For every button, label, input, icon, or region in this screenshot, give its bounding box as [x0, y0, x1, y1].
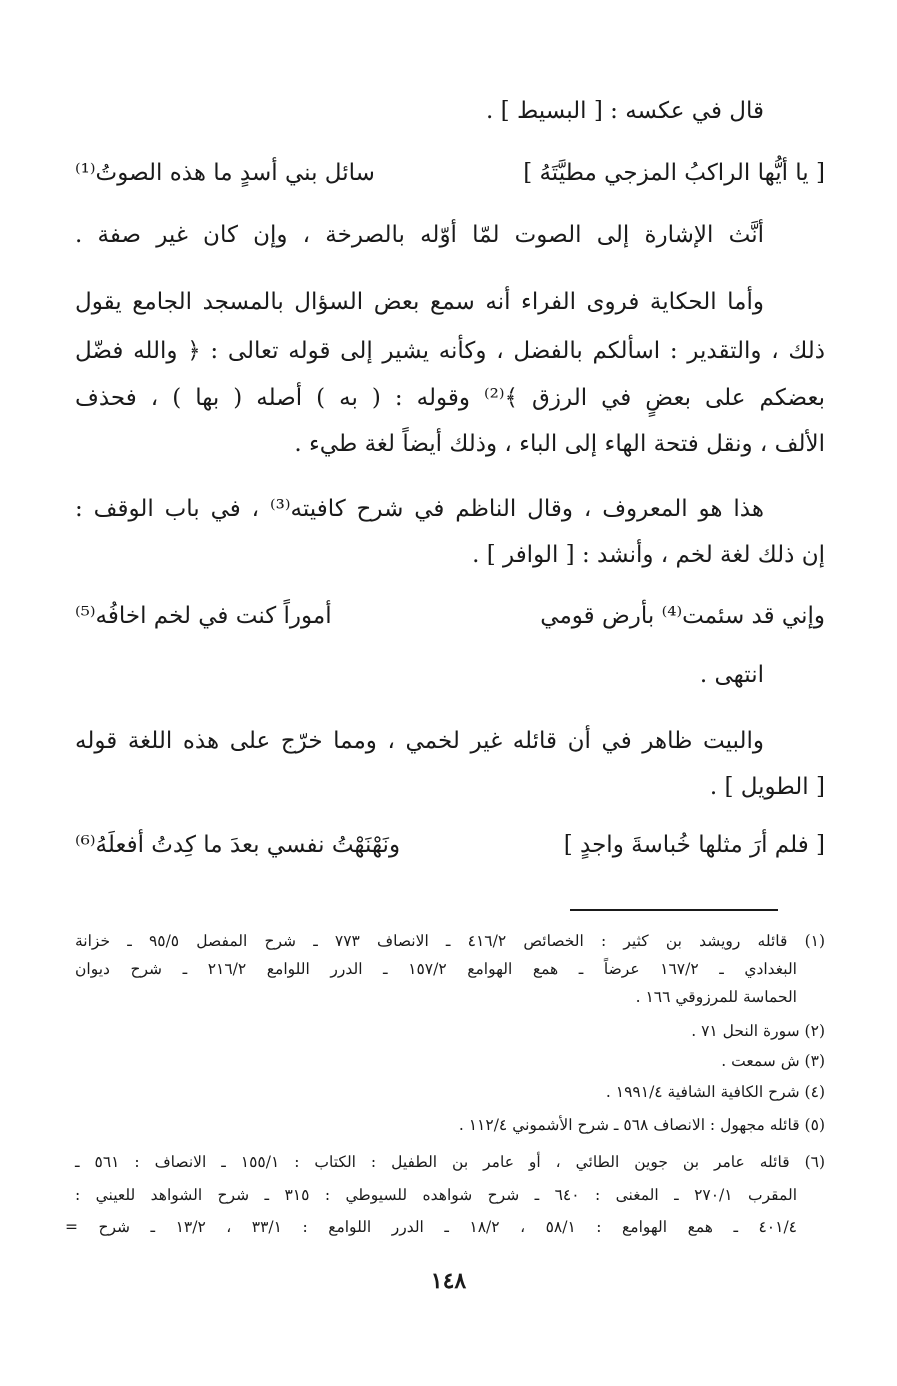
verse-3-first-hemistich: [ فلم أرَ مثلها خُباسةَ واجدٍ ] — [563, 832, 825, 858]
verse-1-second-hemistich: سائل بني أسدٍ ما هذه الصوتُ⁽¹⁾ — [75, 160, 375, 186]
text-line: وأما الحكاية فروى الفراء أنه سمع بعض السؤال بالمسجد الجامع يقول — [75, 289, 764, 315]
verse-1 — [75, 160, 825, 200]
footnote-1: (١) قائله رويشد بن كثير : الخصائص ٤١٦/٢ ـ الانصاف ٧٧٣ ـ شرح المفصل ٩٥/٥ ـ خزانة — [75, 932, 826, 950]
verse-2-first-hemistich: وإني قد سئمت⁽⁴⁾ بأرض قومي — [540, 603, 825, 629]
text-line: ذلك ، والتقدير : اسألكم بالفضل ، وكأنه يشير إلى قوله تعالى : ﴿ والله فضّل — [75, 338, 825, 364]
page-number: ١٤٨ — [430, 1268, 467, 1294]
footnote-5: (٥) قائله مجهول : الانصاف ٥٦٨ ـ شرح الأشموني ١١٢/٤ . — [458, 1116, 825, 1134]
verse-1-first-hemistich: [ يا أيُّها الراكبُ المزجي مطيَّتَهُ ] — [523, 160, 825, 186]
text-line: الألف ، ونقل فتحة الهاء إلى الباء ، وذلك أيضاً لغة طيء . — [294, 431, 825, 457]
intro-line: قال في عكسه : [ البسيط ] . — [486, 98, 764, 124]
verse-3-second-hemistich: ونَهْنَهْتُ نفسي بعدَ ما كِدتُ أفعلَهُ⁽⁶⁾ — [75, 832, 401, 858]
text-line: بعضكم على بعضٍ في الرزق ﴾⁽²⁾ وقوله : ( به ) أصله ( بها ) ، فحذف — [75, 385, 825, 411]
text-line: [ الطويل ] . — [709, 774, 825, 800]
footnote-3: (٣) ش سمعت . — [721, 1052, 825, 1070]
verse-3 — [75, 832, 825, 872]
footnote-4: (٤) شرح الكافية الشافية ١٩٩١/٤ . — [605, 1083, 825, 1101]
verse-2 — [75, 603, 825, 643]
text-line: إن ذلك لغة لخم ، وأنشد : [ الوافر ] . — [472, 542, 825, 568]
text-line: انتهى . — [699, 662, 764, 688]
footnote-6: (٦) قائله عامر بن جوين الطائي ، أو عامر بن الطفيل : الكتاب : ١٥٥/١ ـ الانصاف : ٥٦١ ـ — [75, 1153, 826, 1171]
footnote-2: (٢) سورة النحل ٧١ . — [691, 1022, 825, 1040]
text-line: والبيت ظاهر في أن قائله غير لخمي ، ومما خرّج على هذه اللغة قوله — [75, 728, 764, 754]
footnote-1-cont: الحماسة للمرزوقي ١٦٦ . — [635, 988, 797, 1006]
text-line: هذا هو المعروف ، وقال الناظم في شرح كافيته⁽³⁾ ، في باب الوقف : — [75, 496, 765, 522]
footnote-1-cont: البغدادي ـ ١٦٧/٢ عرضاً ـ همع الهوامع ١٥٧/٢ ـ الدرر اللوامع ٢١٦/٢ ـ شرح ديوان — [75, 960, 797, 978]
footnote-6-cont: ٤٠١/٤ ـ همع الهوامع : ٥٨/١ ، ١٨/٢ ـ الدرر اللوامع : ٣٣/١ ، ١٣/٢ ـ شرح = — [65, 1218, 798, 1236]
text-line: أنَّث الإشارة إلى الصوت لمّا أوّله بالصرخة ، وإن كان غير صفة . — [75, 222, 764, 248]
verse-2-second-hemistich: أموراً كنت في لخم اخافُه⁽⁵⁾ — [75, 603, 332, 629]
footnote-separator — [570, 909, 778, 911]
footnote-6-cont: المقرب ٢٧٠/١ ـ المغنى : ٦٤٠ ـ شرح شواهده للسيوطي : ٣١٥ ـ شرح الشواهد للعيني : — [75, 1186, 797, 1204]
